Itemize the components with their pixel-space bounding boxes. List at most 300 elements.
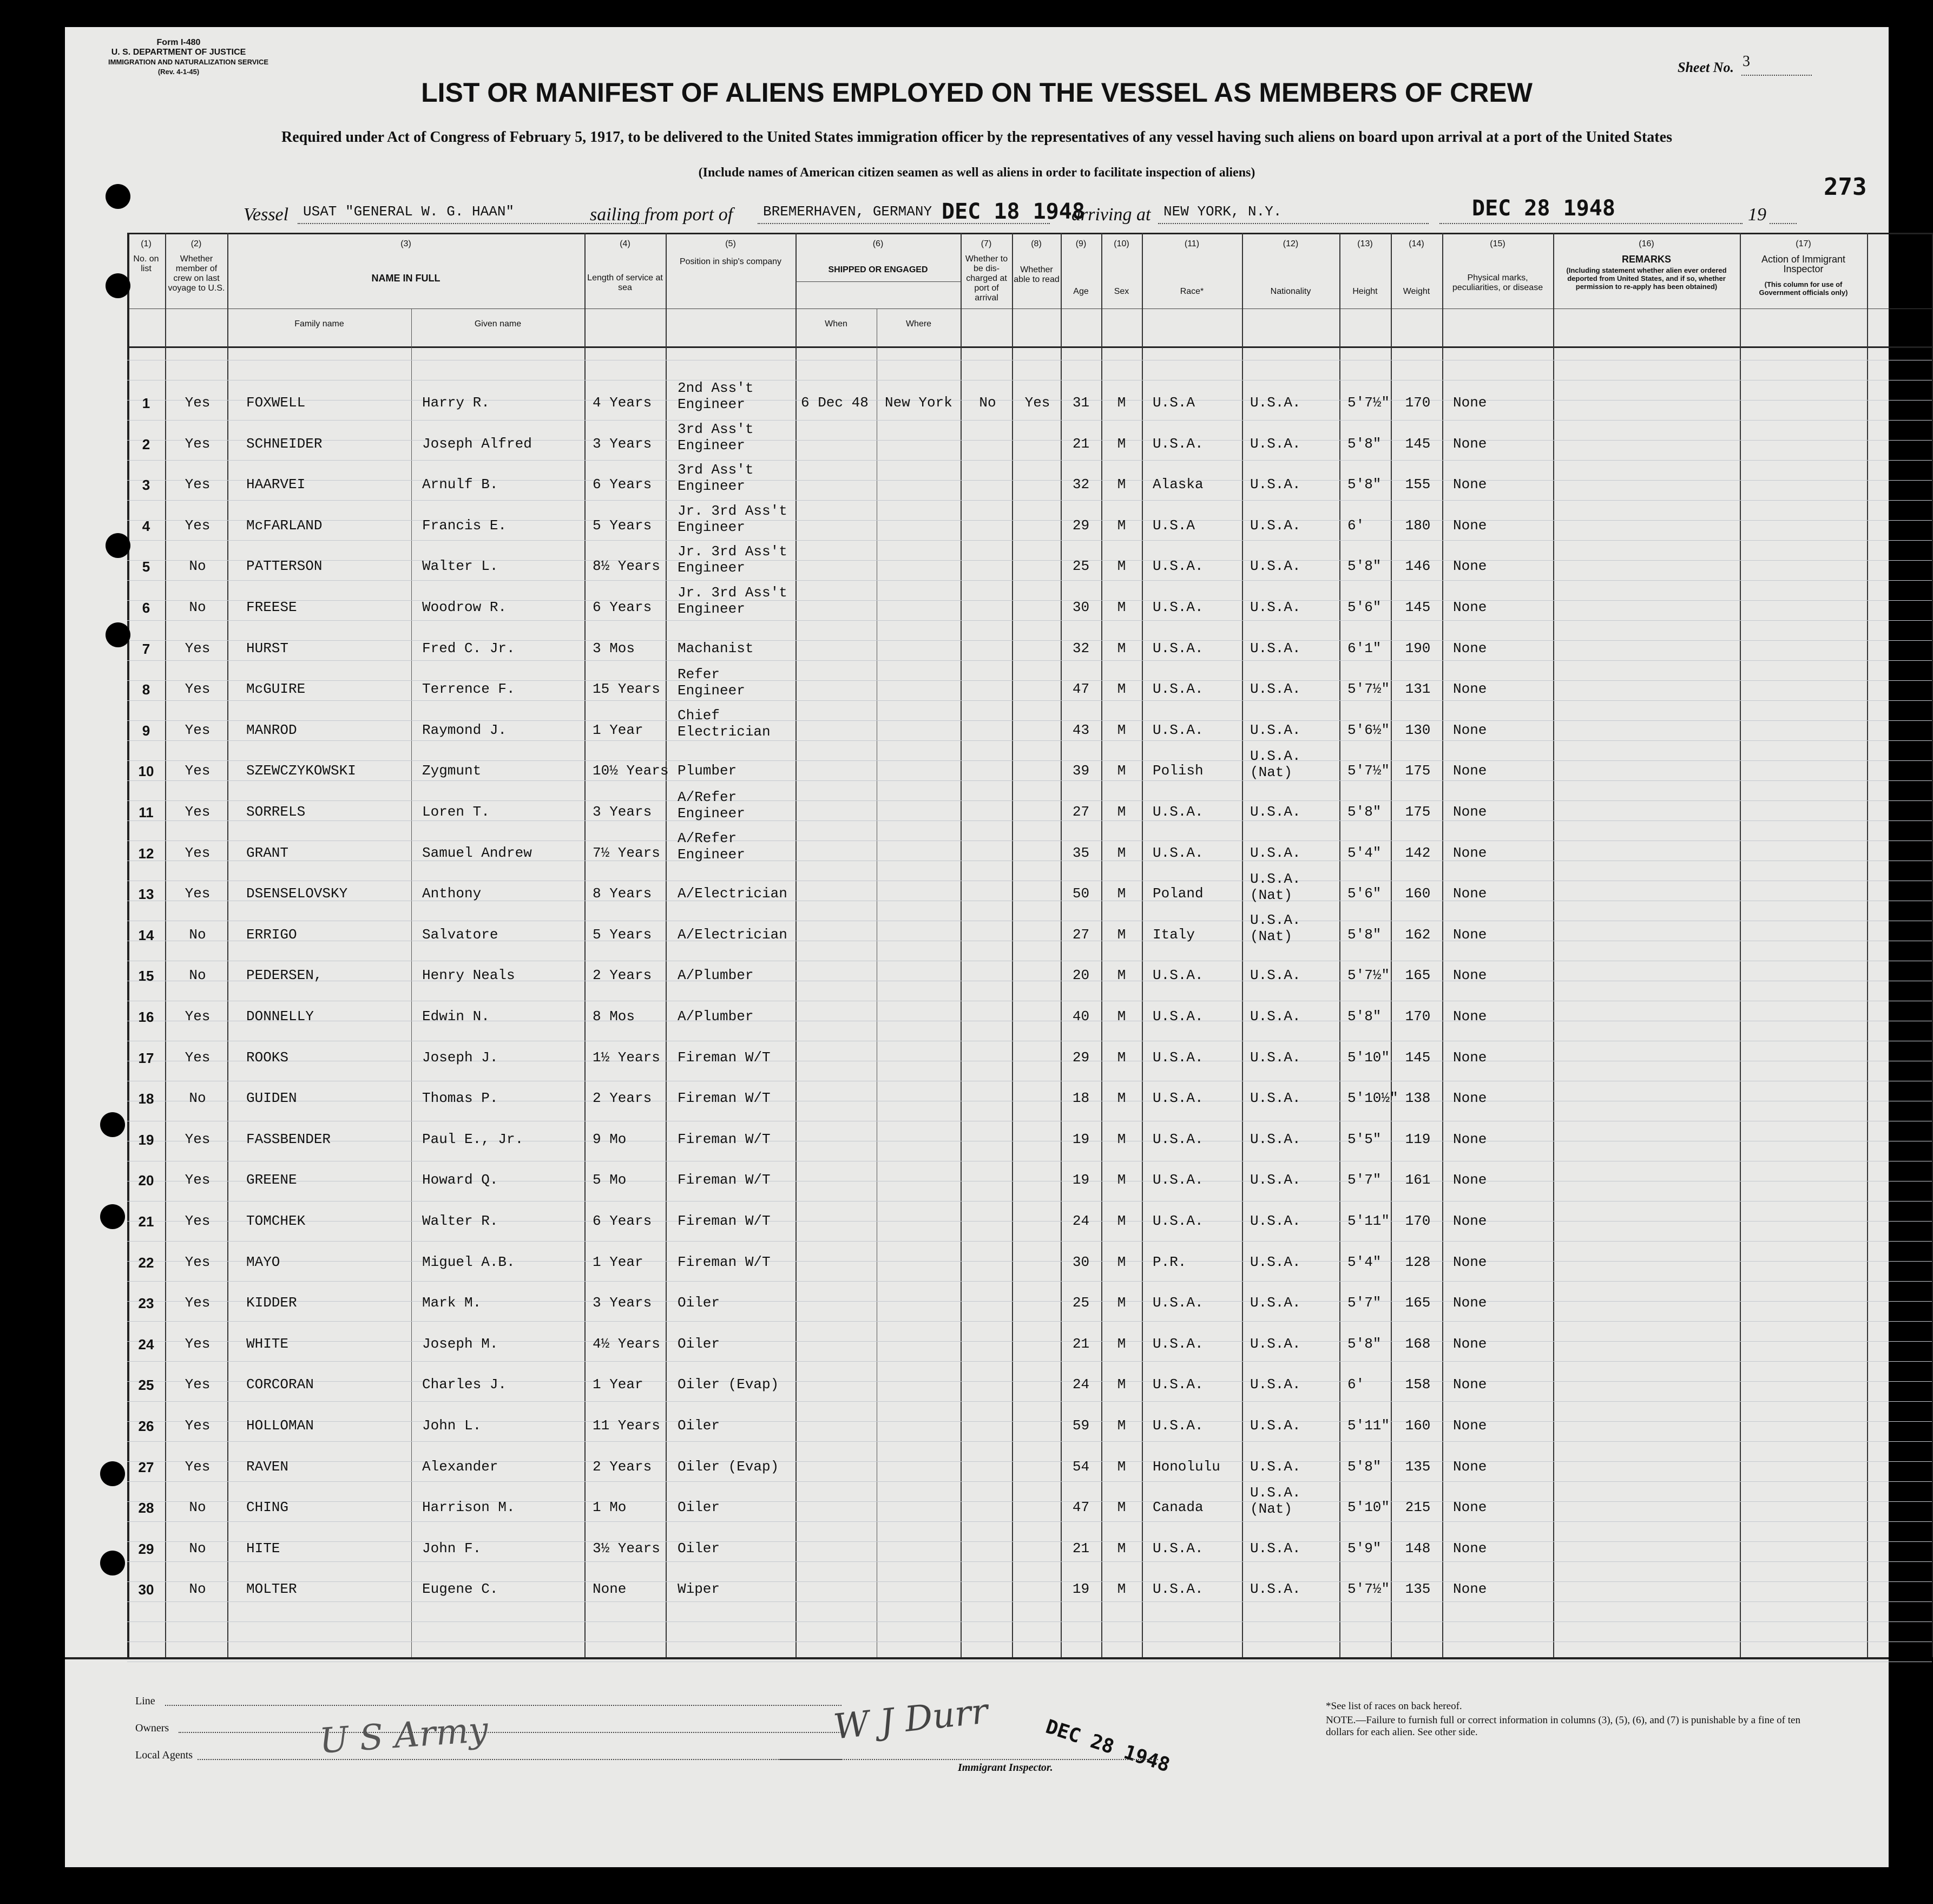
cell-length: 8 Mos: [593, 1008, 635, 1025]
stamp-number: 273: [1824, 173, 1867, 201]
cell-family: PEDERSEN,: [246, 967, 323, 984]
col-header-height: Height: [1352, 287, 1378, 296]
cell-length: 3 Years: [593, 804, 652, 820]
cell-nationality: U.S.A. (Nat): [1250, 871, 1301, 904]
cell-age: 21: [1072, 435, 1090, 452]
cell-nationality: U.S.A.: [1250, 640, 1301, 656]
punch-hole: [106, 622, 130, 647]
date-stamp-from: DEC 18 1948: [942, 199, 1085, 224]
cell-race: U.S.A.: [1153, 1008, 1204, 1025]
cell-physical: None: [1453, 395, 1487, 411]
cell-given: Thomas P.: [422, 1090, 498, 1107]
cell-family: WHITE: [246, 1335, 289, 1352]
cell-sex: M: [1117, 1253, 1126, 1270]
cell-sex: M: [1117, 844, 1126, 861]
cell-crew: No: [189, 1540, 206, 1557]
col-header-given: Given name: [474, 319, 522, 329]
ruled-line: [127, 740, 1932, 741]
cell-length: 3½ Years: [593, 1540, 660, 1557]
cell-length: 6 Years: [593, 1213, 652, 1229]
cell-family: GREENE: [246, 1172, 297, 1189]
cell-length: 8½ Years: [593, 558, 660, 575]
col-11-num: (11): [1184, 239, 1200, 248]
col-header-age: Age: [1073, 287, 1089, 296]
cell-given: John L.: [422, 1417, 482, 1434]
col-16-num: (16): [1639, 239, 1654, 248]
cell-length: 6 Years: [593, 599, 652, 615]
ruled-line: [127, 1561, 1932, 1562]
cell-age: 18: [1072, 1090, 1090, 1107]
cell-nationality: U.S.A.: [1250, 395, 1301, 411]
cell-sex: M: [1117, 1008, 1126, 1025]
cell-physical: None: [1453, 435, 1487, 452]
form-department: U. S. DEPARTMENT OF JUSTICE: [111, 48, 246, 57]
cell-race: U.S.A.: [1153, 599, 1204, 615]
inspector-date-stamp: DEC 28 1948: [1043, 1716, 1173, 1777]
cell-given: Anthony: [422, 885, 482, 902]
cell-given: Charles J.: [422, 1376, 507, 1393]
cell-length: 5 Years: [593, 926, 652, 943]
cell-weight: 146: [1405, 558, 1431, 575]
cell-physical: None: [1453, 804, 1487, 820]
ruled-line: [127, 540, 1932, 541]
cell-race: U.S.A.: [1153, 1172, 1204, 1189]
cell-nationality: U.S.A.: [1250, 844, 1301, 861]
cell-age: 29: [1072, 1049, 1090, 1066]
cell-length: 2 Years: [593, 967, 652, 984]
col-header-remarks-sub: (Including statement whether alien ever ordered deported from United States, and if so, whether permission to re-apply has been obtained): [1566, 266, 1727, 291]
cell-age: 25: [1072, 1295, 1090, 1311]
cell-length: 6 Years: [593, 476, 652, 493]
cell-race: U.S.A.: [1153, 640, 1204, 656]
col-13-num: (13): [1357, 239, 1373, 248]
agent-signature: U S Army: [318, 1710, 490, 1762]
cell-crew: Yes: [185, 1417, 211, 1434]
cell-age: 30: [1072, 599, 1090, 615]
ruled-line: [127, 680, 1932, 681]
cell-position: Oiler (Evap): [678, 1458, 779, 1475]
cell-race: P.R.: [1153, 1253, 1187, 1270]
col-7-num: (7): [981, 239, 992, 248]
cell-height: 5'10": [1347, 1049, 1390, 1066]
cell-crew: Yes: [185, 1131, 211, 1147]
cell-given: Walter R.: [422, 1213, 498, 1229]
cell-sex: M: [1117, 804, 1126, 820]
cell-no: 8: [142, 681, 150, 698]
cell-position: 2nd Ass't Engineer: [678, 380, 754, 412]
col-header-read: Whether able to read: [1014, 265, 1060, 284]
col-header-position: Position in ship's company: [679, 257, 782, 266]
cell-no: 7: [142, 640, 150, 657]
cell-height: 5'8": [1347, 804, 1382, 820]
cell-height: 5'7": [1347, 1295, 1382, 1311]
cell-height: 5'8": [1347, 1335, 1382, 1352]
cell-nationality: U.S.A.: [1250, 1172, 1301, 1189]
cell-no: 20: [138, 1172, 154, 1189]
cell-length: 8 Years: [593, 885, 652, 902]
cell-no: 14: [138, 927, 154, 943]
col-header-shipped: SHIPPED OR ENGAGED: [828, 265, 928, 274]
page-title: LIST OR MANIFEST OF ALIENS EMPLOYED ON THE VESSEL AS MEMBERS OF CREW: [421, 77, 1533, 108]
cell-age: 29: [1072, 517, 1090, 534]
cell-family: DSENSELOVSKY: [246, 885, 348, 902]
ruled-line: [127, 500, 1932, 501]
cell-race: Alaska: [1153, 476, 1204, 493]
cell-nationality: U.S.A.: [1250, 599, 1301, 615]
cell-physical: None: [1453, 1458, 1487, 1475]
cell-crew: Yes: [185, 1458, 211, 1475]
col-header-weight: Weight: [1403, 287, 1430, 296]
cell-no: 2: [142, 436, 150, 452]
cell-crew: Yes: [185, 1172, 211, 1189]
cell-family: SCHNEIDER: [246, 435, 323, 452]
col-header-action-sub: (This column for use of Government officials only): [1759, 280, 1848, 297]
cell-discharged: No: [979, 395, 996, 411]
cell-family: FREESE: [246, 599, 297, 615]
cell-race: U.S.A.: [1153, 681, 1204, 698]
cell-physical: None: [1453, 1008, 1487, 1025]
punch-hole: [100, 1112, 125, 1137]
cell-sex: M: [1117, 1540, 1126, 1557]
cell-height: 5'4": [1347, 844, 1382, 861]
col-1-num: (1): [141, 239, 152, 248]
cell-crew: Yes: [185, 476, 211, 493]
cell-position: Jr. 3rd Ass't Engineer: [678, 543, 787, 576]
cell-crew: Yes: [185, 885, 211, 902]
cell-physical: None: [1453, 558, 1487, 575]
cell-no: 29: [138, 1540, 154, 1557]
cell-physical: None: [1453, 599, 1487, 615]
punch-hole: [106, 184, 130, 209]
ruled-line: [127, 580, 1932, 581]
col-header-sex: Sex: [1114, 287, 1129, 296]
cell-age: 27: [1072, 926, 1090, 943]
cell-no: 5: [142, 559, 150, 575]
cell-nationality: U.S.A.: [1250, 435, 1301, 452]
inspector-label: Immigrant Inspector.: [958, 1762, 1053, 1774]
cell-given: Eugene C.: [422, 1581, 498, 1598]
ruled-line: [127, 1601, 1932, 1602]
cell-nationality: U.S.A.: [1250, 1008, 1301, 1025]
cell-given: Francis E.: [422, 517, 507, 534]
cell-sex: M: [1117, 1172, 1126, 1189]
cell-no: 24: [138, 1336, 154, 1353]
cell-family: ERRIGO: [246, 926, 297, 943]
cell-sex: M: [1117, 1213, 1126, 1229]
cell-race: U.S.A.: [1153, 1295, 1204, 1311]
cell-length: 1 Mo: [593, 1499, 627, 1516]
cell-no: 15: [138, 968, 154, 984]
cell-sex: M: [1117, 926, 1126, 943]
cell-length: 3 Years: [593, 435, 652, 452]
cell-weight: 145: [1405, 599, 1431, 615]
punch-hole: [106, 273, 130, 298]
cell-physical: None: [1453, 1090, 1487, 1107]
cell-position: Fireman W/T: [678, 1049, 771, 1066]
cell-race: U.S.A.: [1153, 1335, 1204, 1352]
cell-age: 32: [1072, 476, 1090, 493]
cell-weight: 170: [1405, 395, 1431, 411]
cell-weight: 165: [1405, 967, 1431, 984]
cell-crew: Yes: [185, 1253, 211, 1270]
cell-age: 19: [1072, 1131, 1090, 1147]
cell-family: KIDDER: [246, 1295, 297, 1311]
cell-position: Fireman W/T: [678, 1090, 771, 1107]
cell-given: Fred C. Jr.: [422, 640, 515, 656]
cell-family: MANROD: [246, 721, 297, 738]
cell-race: U.S.A: [1153, 395, 1195, 411]
cell-position: Jr. 3rd Ass't Engineer: [678, 585, 787, 617]
cell-sex: M: [1117, 476, 1126, 493]
cell-crew: No: [189, 926, 206, 943]
cell-race: U.S.A.: [1153, 844, 1204, 861]
cell-family: PATTERSON: [246, 558, 323, 575]
cell-age: 47: [1072, 681, 1090, 698]
cell-crew: Yes: [185, 804, 211, 820]
cell-crew: No: [189, 1090, 206, 1107]
cell-no: 23: [138, 1295, 154, 1312]
cell-race: U.S.A.: [1153, 1581, 1204, 1598]
cell-family: MAYO: [246, 1253, 280, 1270]
cell-race: U.S.A.: [1153, 1417, 1204, 1434]
cell-weight: 145: [1405, 1049, 1431, 1066]
cell-weight: 170: [1405, 1008, 1431, 1025]
cell-height: 5'7½": [1347, 1581, 1390, 1598]
cell-physical: None: [1453, 1376, 1487, 1393]
cell-no: 21: [138, 1213, 154, 1230]
punch-hole: [100, 1551, 125, 1575]
cell-length: 3 Mos: [593, 640, 635, 656]
cell-no: 19: [138, 1131, 154, 1148]
cell-sex: M: [1117, 1131, 1126, 1147]
cell-race: U.S.A.: [1153, 1376, 1204, 1393]
cell-position: Oiler (Evap): [678, 1376, 779, 1393]
cell-crew: Yes: [185, 1008, 211, 1025]
cell-weight: 135: [1405, 1458, 1431, 1475]
cell-weight: 161: [1405, 1172, 1431, 1189]
cell-age: 40: [1072, 1008, 1090, 1025]
cell-sex: M: [1117, 763, 1126, 779]
cell-position: Machanist: [678, 640, 754, 656]
cell-nationality: U.S.A.: [1250, 558, 1301, 575]
cell-weight: 190: [1405, 640, 1431, 656]
cell-given: Loren T.: [422, 804, 490, 820]
cell-position: A/Electrician: [678, 885, 787, 902]
cell-age: 30: [1072, 1253, 1090, 1270]
cell-given: Zygmunt: [422, 763, 482, 779]
cell-race: Italy: [1153, 926, 1195, 943]
cell-no: 12: [138, 845, 154, 862]
cell-height: 5'6½": [1347, 721, 1390, 738]
cell-family: McFARLAND: [246, 517, 323, 534]
cell-no: 25: [138, 1377, 154, 1394]
cell-nationality: U.S.A.: [1250, 1458, 1301, 1475]
cell-sex: M: [1117, 885, 1126, 902]
form-number: Form I-480: [156, 38, 201, 47]
form-revision: (Rev. 4-1-45): [157, 68, 200, 76]
cell-no: 4: [142, 517, 150, 534]
cell-nationality: U.S.A.: [1250, 681, 1301, 698]
cell-age: 24: [1072, 1213, 1090, 1229]
cell-race: Polish: [1153, 763, 1204, 779]
cell-read: Yes: [1024, 395, 1050, 411]
cell-sex: M: [1117, 1335, 1126, 1352]
cell-physical: None: [1453, 885, 1487, 902]
cell-physical: None: [1453, 1172, 1487, 1189]
cell-given: Howard Q.: [422, 1172, 498, 1189]
cell-height: 5'7½": [1347, 967, 1390, 984]
cell-family: SORRELS: [246, 804, 306, 820]
cell-physical: None: [1453, 1581, 1487, 1598]
cell-sex: M: [1117, 721, 1126, 738]
cell-crew: Yes: [185, 435, 211, 452]
owners-label: Owners: [135, 1722, 169, 1734]
cell-no: 1: [142, 395, 150, 411]
cell-nationality: U.S.A.: [1250, 721, 1301, 738]
cell-height: 5'8": [1347, 558, 1382, 575]
cell-nationality: U.S.A.: [1250, 1295, 1301, 1311]
cell-age: 54: [1072, 1458, 1090, 1475]
cell-physical: None: [1453, 1540, 1487, 1557]
cell-given: Harry R.: [422, 395, 490, 411]
cell-no: 22: [138, 1254, 154, 1271]
cell-nationality: U.S.A.: [1250, 476, 1301, 493]
cell-position: Fireman W/T: [678, 1213, 771, 1229]
cell-race: Canada: [1153, 1499, 1204, 1516]
cell-position: Oiler: [678, 1335, 720, 1352]
ruled-line: [127, 420, 1932, 421]
cell-family: ROOKS: [246, 1049, 289, 1066]
cell-family: McGUIRE: [246, 681, 306, 698]
cell-weight: 131: [1405, 681, 1431, 698]
cell-given: Miguel A.B.: [422, 1253, 515, 1270]
cell-length: 2 Years: [593, 1090, 652, 1107]
cell-no: 27: [138, 1459, 154, 1475]
include-note: (Include names of American citizen seamen as well as aliens in order to facilitate inspection of aliens): [698, 166, 1255, 180]
cell-given: Samuel Andrew: [422, 844, 532, 861]
cell-no: 17: [138, 1049, 154, 1066]
cell-length: 5 Mo: [593, 1172, 627, 1189]
cell-position: Oiler: [678, 1295, 720, 1311]
cell-no: 13: [138, 886, 154, 903]
col-header-discharged: Whether to be dis-charged at port of arrival: [965, 254, 1008, 303]
cell-nationality: U.S.A.: [1250, 517, 1301, 534]
cell-length: 4 Years: [593, 395, 652, 411]
cell-no: 3: [142, 477, 150, 494]
fine-note: NOTE.—Failure to furnish full or correct information in columns (3), (5), (6), and (7) is punishable by a fine of ten dollars for each alien. See other side.: [1326, 1715, 1800, 1738]
cell-given: Joseph M.: [422, 1335, 498, 1352]
cell-height: 5'6": [1347, 599, 1382, 615]
cell-nationality: U.S.A.: [1250, 1131, 1301, 1147]
cell-sex: M: [1117, 1581, 1126, 1598]
cell-nationality: U.S.A.: [1250, 804, 1301, 820]
cell-sex: M: [1117, 681, 1126, 698]
cell-no: 18: [138, 1091, 154, 1107]
cell-sex: M: [1117, 435, 1126, 452]
cell-no: 28: [138, 1500, 154, 1516]
cell-age: 25: [1072, 558, 1090, 575]
col-12-num: (12): [1283, 239, 1299, 248]
cell-family: TOMCHEK: [246, 1213, 306, 1229]
cell-no: 9: [142, 722, 150, 739]
col-3-num: (3): [400, 239, 411, 248]
cell-physical: None: [1453, 926, 1487, 943]
cell-weight: 160: [1405, 885, 1431, 902]
cell-given: Joseph Alfred: [422, 435, 532, 452]
cell-height: 5'8": [1347, 435, 1382, 452]
cell-family: GRANT: [246, 844, 289, 861]
cell-weight: 155: [1405, 476, 1431, 493]
cell-position: Jr. 3rd Ass't Engineer: [678, 502, 787, 535]
col-header-remarks: REMARKS: [1621, 254, 1671, 265]
ruled-line: [127, 800, 1932, 801]
cell-height: 5'10½": [1347, 1090, 1398, 1107]
cell-no: 6: [142, 600, 150, 616]
cell-height: 5'7": [1347, 1172, 1382, 1189]
col-header-nationality: Nationality: [1270, 287, 1311, 296]
cell-weight: 142: [1405, 844, 1431, 861]
cell-nationality: U.S.A.: [1250, 1253, 1301, 1270]
cell-given: Woodrow R.: [422, 599, 507, 615]
cell-no: 10: [138, 763, 154, 780]
cell-physical: None: [1453, 763, 1487, 779]
cell-physical: None: [1453, 1417, 1487, 1434]
cell-where: New York: [885, 395, 952, 411]
cell-position: Fireman W/T: [678, 1172, 771, 1189]
ruled-line: [127, 1441, 1932, 1442]
cell-given: Paul E., Jr.: [422, 1131, 524, 1147]
requirement-text: Required under Act of Congress of February 5, 1917, to be delivered to the United States immigration officer by the representatives of any vessel having such aliens on board upon arrival at a port of the United States: [281, 129, 1672, 146]
cell-length: 7½ Years: [593, 844, 660, 861]
cell-race: U.S.A.: [1153, 1131, 1204, 1147]
col-9-num: (9): [1075, 239, 1087, 248]
cell-age: 59: [1072, 1417, 1090, 1434]
cell-length: 5 Years: [593, 517, 652, 534]
cell-height: 5'8": [1347, 476, 1382, 493]
col-14-num: (14): [1409, 239, 1424, 248]
col-header-length: Length of service at sea: [587, 273, 663, 292]
col-2-num: (2): [190, 239, 202, 248]
cell-physical: None: [1453, 1253, 1487, 1270]
col-header-name: NAME IN FULL: [371, 273, 440, 284]
cell-nationality: U.S.A.: [1250, 1090, 1301, 1107]
cell-race: U.S.A: [1153, 517, 1195, 534]
cell-race: U.S.A.: [1153, 804, 1204, 820]
ruled-line: [127, 1401, 1932, 1402]
cell-given: John F.: [422, 1540, 482, 1557]
cell-nationality: U.S.A.: [1250, 1213, 1301, 1229]
col-header-where: Where: [905, 319, 932, 329]
cell-sex: M: [1117, 967, 1126, 984]
cell-position: A/Plumber: [678, 1008, 754, 1025]
cell-sex: M: [1117, 1376, 1126, 1393]
col-header-family: Family name: [294, 319, 344, 329]
ruled-line: [127, 1481, 1932, 1482]
ruled-line: [127, 1201, 1932, 1202]
cell-family: HITE: [246, 1540, 280, 1557]
col-4-num: (4): [620, 239, 630, 248]
cell-physical: None: [1453, 721, 1487, 738]
cell-height: 6'1": [1347, 640, 1382, 656]
cell-race: U.S.A.: [1153, 1049, 1204, 1066]
cell-physical: None: [1453, 1049, 1487, 1066]
cell-sex: M: [1117, 1295, 1126, 1311]
race-footnote: *See list of races on back hereof.: [1326, 1701, 1462, 1712]
col-header-crew: Whether member of crew on last voyage to U.S.: [168, 254, 225, 293]
form-service: IMMIGRATION AND NATURALIZATION SERVICE: [108, 58, 269, 66]
cell-nationality: U.S.A.: [1250, 1335, 1301, 1352]
cell-physical: None: [1453, 476, 1487, 493]
